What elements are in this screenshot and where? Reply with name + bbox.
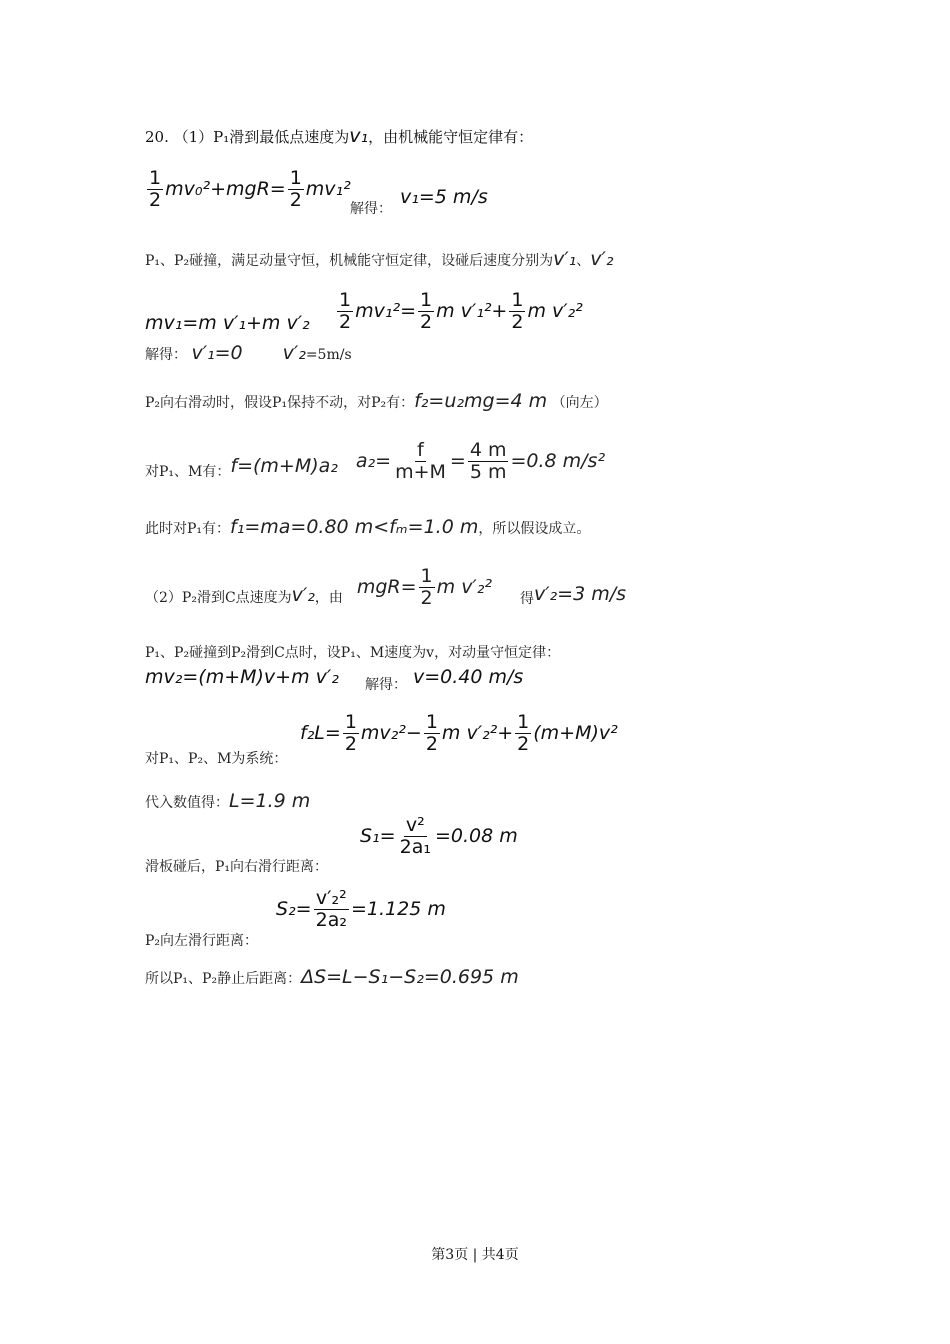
- line-9: [145, 566, 626, 609]
- math-text: v=0.40 m/s: [413, 666, 524, 688]
- denominator: 2: [339, 310, 352, 333]
- math-text: m v′₁²+: [436, 300, 508, 323]
- numerator: 1: [420, 565, 433, 587]
- numerator: v′₂²: [315, 887, 347, 909]
- numerator: 1: [339, 289, 352, 311]
- fraction: [424, 712, 440, 755]
- formula: [413, 666, 523, 688]
- formula: [276, 888, 446, 931]
- fraction: [419, 566, 435, 609]
- fraction: [343, 712, 359, 755]
- numerator: 1: [149, 167, 162, 189]
- result-v: [413, 666, 523, 688]
- fraction: [337, 290, 353, 333]
- fraction: [418, 290, 434, 333]
- numerator: 1: [425, 711, 438, 733]
- line-5: [145, 342, 352, 364]
- formula-energy-2: [335, 290, 583, 333]
- fraction: [515, 712, 531, 755]
- fraction: [147, 168, 163, 211]
- fraction: [314, 888, 349, 931]
- math-text: mv₁²: [305, 178, 351, 201]
- denominator: 2: [420, 310, 433, 333]
- denominator: 2: [289, 188, 302, 211]
- formula-s1: [360, 815, 518, 858]
- denominator: 5 m: [469, 460, 507, 483]
- text: =5m/s: [305, 347, 352, 363]
- fraction: [288, 168, 304, 211]
- formula: [145, 168, 351, 211]
- fraction: [468, 440, 509, 483]
- denominator: m+M: [395, 460, 446, 483]
- fraction: [509, 290, 525, 333]
- math-text: mv₁=m v′₁+m v′₂: [145, 312, 310, 334]
- denominator: 2: [425, 732, 438, 755]
- numerator: f: [417, 439, 424, 461]
- formula: [553, 248, 576, 270]
- formula: [400, 186, 488, 208]
- numerator: 1: [517, 711, 530, 733]
- math-text: =0.08 m: [434, 825, 518, 848]
- denominator: 2: [511, 310, 524, 333]
- math-text: L=1.9 m: [229, 790, 311, 812]
- numerator: 1: [420, 289, 433, 311]
- text: 解得：: [145, 347, 187, 363]
- numerator: v²: [405, 814, 425, 836]
- text: 此时对P₁有：: [145, 521, 231, 537]
- text: （2）P₂滑到C点速度为: [145, 590, 292, 607]
- text: 得: [519, 591, 534, 608]
- formula-energy: [145, 168, 351, 211]
- line-7: [145, 440, 605, 483]
- page-footer: 第3页 | 共4页: [431, 1247, 519, 1263]
- math-text: =1.125 m: [350, 898, 446, 921]
- formula: [534, 569, 626, 605]
- math-text: v₁: [349, 125, 369, 147]
- denominator: 2: [344, 732, 357, 755]
- formula: [301, 966, 519, 988]
- formula-momentum: [145, 312, 310, 334]
- math-text: mgR=: [356, 576, 417, 599]
- math-text: f₂L=: [300, 722, 341, 745]
- text: P₁、P₂碰撞，满足动量守恒，机械能守恒定律，设碰后速度分别为: [145, 253, 554, 269]
- math-text: =: [449, 450, 466, 473]
- line-16: [145, 966, 519, 988]
- formula: [414, 390, 547, 412]
- math-text: mv₁²=: [355, 300, 416, 323]
- formula: [145, 666, 339, 688]
- text: 、: [576, 253, 591, 269]
- line-3: [145, 248, 613, 270]
- numerator: 1: [289, 167, 302, 189]
- text: ，由机械能守恒定律有：: [368, 128, 534, 146]
- math-text: m v′₂²: [436, 576, 492, 599]
- math-text: m v′₂²: [527, 300, 583, 323]
- numerator: 1: [344, 711, 357, 733]
- math-text: v′₁: [553, 248, 577, 270]
- math-text: S₂=: [276, 898, 312, 921]
- text: P₂向右滑动时，假设P₁保持不动，对P₂有：: [145, 395, 415, 411]
- line-13: [145, 790, 310, 812]
- math-text: mv₂²−: [360, 722, 422, 745]
- label-s1: 滑板碰后，P₁向右滑行距离：: [145, 859, 329, 875]
- math-text: v′₂=3 m/s: [533, 583, 627, 606]
- formula: [230, 445, 338, 477]
- formula: [356, 440, 605, 483]
- math-text: f=(m+M)a₂: [230, 455, 338, 478]
- math-text: v₁=5 m/s: [400, 186, 488, 208]
- formula: [230, 516, 478, 538]
- numerator: 1: [511, 289, 524, 311]
- formula-v1: [349, 125, 368, 147]
- text: ，由: [314, 590, 343, 607]
- math-text: m v′₂²+: [441, 722, 514, 745]
- formula: [300, 712, 618, 755]
- math-text: =0.8 m/s²: [510, 450, 606, 473]
- formula: [191, 342, 242, 364]
- math-text: v′₂: [590, 248, 614, 270]
- math-text: f₂=u₂mg=4 m: [414, 390, 548, 412]
- math-text: v′₂: [291, 584, 315, 607]
- math-text: a₂=: [355, 450, 392, 473]
- line-1: [145, 125, 533, 147]
- math-text: f₁=ma=0.80 m<fₘ=1.0 m: [230, 516, 479, 538]
- formula-momentum-2: [145, 666, 339, 688]
- formula: [292, 568, 315, 606]
- result-v1: [400, 186, 488, 208]
- math-text: v′₂: [282, 342, 306, 364]
- label-s2: P₂向左滑行距离：: [145, 933, 259, 949]
- denominator: 2a₂: [315, 908, 347, 931]
- numerator: 4 m: [469, 439, 507, 461]
- text: 代入数值得：: [145, 795, 229, 811]
- formula-work-energy: [300, 712, 618, 755]
- denominator: 2a₁: [399, 835, 431, 858]
- math-text: mv₀²+mgR=: [165, 178, 286, 201]
- line-10: P₁、P₂碰撞到P₂滑到C点时，设P₁、M速度为v，对动量守恒定律：: [145, 645, 561, 661]
- formula: [360, 815, 518, 858]
- formula: [357, 566, 492, 609]
- formula-s2: [276, 888, 446, 931]
- line-6: [145, 390, 608, 412]
- math-text: ΔS=L−S₁−S₂=0.695 m: [301, 966, 519, 988]
- label-system: 对P₁、P₂、M为系统：: [145, 751, 288, 767]
- math-text: S₁=: [360, 825, 396, 848]
- math-text: v′₁=0: [191, 342, 243, 364]
- label-solve: 解得：: [350, 201, 392, 217]
- text: ，所以假设成立。: [478, 521, 591, 537]
- math-text: mv₂=(m+M)v+m v′₂: [145, 666, 339, 688]
- label-solve: 解得：: [365, 677, 407, 693]
- formula: [283, 342, 306, 364]
- formula: [229, 790, 310, 812]
- fraction: [398, 815, 433, 858]
- text: 对P₁、M有：: [145, 464, 231, 481]
- denominator: 2: [149, 188, 162, 211]
- text: 20. （1）P₁滑到最低点速度为: [145, 128, 350, 146]
- fraction: [393, 440, 448, 483]
- formula: [590, 248, 613, 270]
- denominator: 2: [517, 732, 530, 755]
- text: （向左）: [551, 395, 608, 411]
- text: 所以P₁、P₂静止后距离：: [145, 971, 302, 987]
- formula: [335, 290, 583, 333]
- line-8: [145, 516, 590, 538]
- denominator: 2: [420, 586, 433, 609]
- math-text: (m+M)v²: [533, 722, 618, 745]
- formula: [145, 312, 310, 334]
